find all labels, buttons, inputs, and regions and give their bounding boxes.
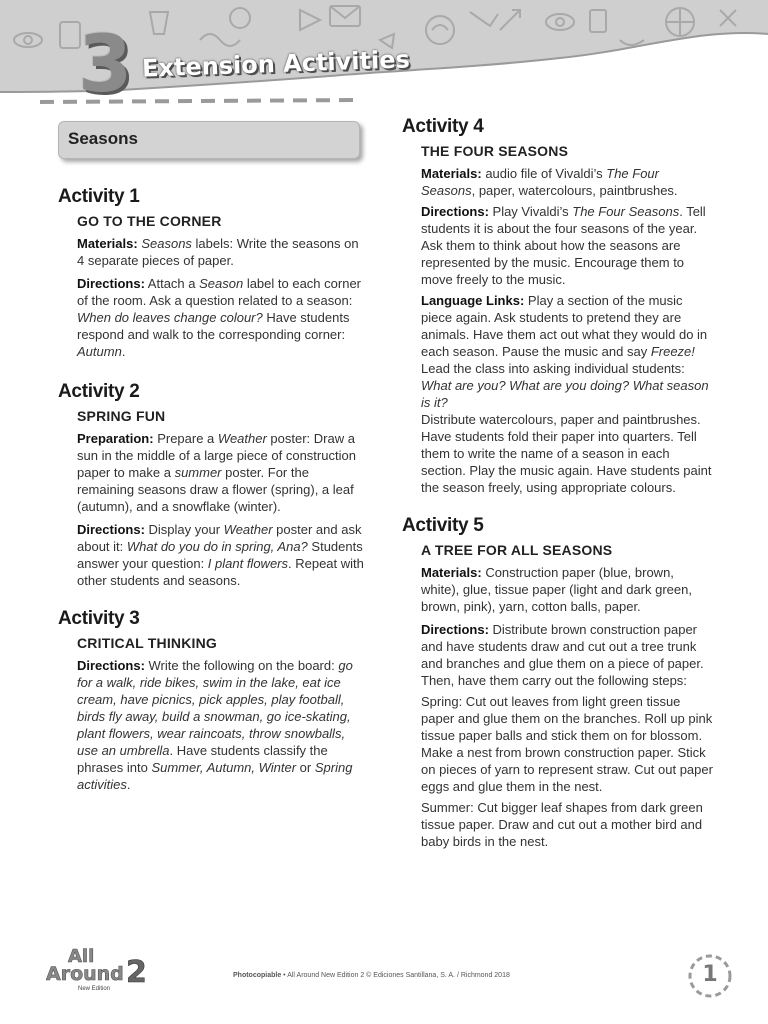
svg-text:All: All xyxy=(68,946,95,967)
activity-2-directions: Directions: Display your Weather poster and ask about it: What do you do in spring, Ana? Students answer your question: I plant flowers. Repeat with other students and seasons. xyxy=(77,522,364,588)
section-heading: Seasons xyxy=(68,129,138,148)
activity-4-subtitle: THE FOUR SEASONS xyxy=(421,143,569,159)
svg-text:2: 2 xyxy=(126,955,147,990)
activity-1-subtitle: GO TO THE CORNER xyxy=(77,213,222,229)
activity-5-spring-step: Spring: Cut out leaves from light green tissue paper and glue them on the branches. Roll up pink tissue paper balls and stick them on for blossom. Make a nest from brown construction paper. Stick on pieces of yarn to represent straw. Cut out paper eggs and glue them in the nest. xyxy=(421,694,713,794)
activity-4-materials: Materials: audio file of Vivaldi’s The Four Seasons, paper, watercolours, paintbrushes. xyxy=(421,166,678,198)
svg-text:Around: Around xyxy=(46,963,124,985)
all-around-logo xyxy=(46,942,156,992)
page-number: 1 xyxy=(702,962,718,987)
activity-2-preparation: Preparation: Prepare a Weather poster: Draw a sun in the middle of a large piece of construction paper to make a summer poster. For the remaining seasons draw a flower (spring), a leaf (autumn), and a snowflake (winter). xyxy=(77,431,356,514)
activity-5-materials: Materials: Construction paper (blue, brown, white), glue, tissue paper (light and dark green, brown, pink), yarn, cotton balls, paper. xyxy=(421,565,692,614)
activity-5-subtitle: A TREE FOR ALL SEASONS xyxy=(421,542,613,558)
activity-4-painting-steps: Distribute watercolours, paper and paintbrushes. Have students fold their paper into quarters. Tell them to write the name of a season in each section. Play the music again. Have students paint the season freely, using appropriate colours. xyxy=(421,412,712,495)
activity-4-title: Activity 4 xyxy=(402,116,484,137)
right-column xyxy=(402,116,714,850)
activity-4-directions: Directions: Play Vivaldi’s The Four Seasons. Tell students it is about the four seasons of the year. Ask them to think about how the seasons are represented by the music. Encourage them to move freely to the music. xyxy=(421,204,706,287)
left-column xyxy=(58,112,368,793)
activity-1-title: Activity 1 xyxy=(58,186,140,207)
copyright-line: Photocopiable • All Around New Edition 2 © Ediciones Santillana, S. A. / Richmond 2018 xyxy=(233,972,510,979)
activity-5-directions: Directions: Distribute brown construction paper and have students draw and cut out a tree trunk and branches and glue them on a piece of paper. Then, have them carry out the following steps: xyxy=(421,622,704,688)
page-header xyxy=(0,0,768,110)
page-number-badge xyxy=(686,952,734,1000)
activity-3-title: Activity 3 xyxy=(58,608,140,629)
activity-4-language-links: Language Links: Play a section of the music piece again. Ask students to pretend they are animals. Have them act out what they would do in each season. Pause the music and say Freeze! Lead the class into asking individual students: What are you? What are you doing? What season is it? xyxy=(421,293,709,410)
chapter-number: 3 xyxy=(78,20,131,110)
activity-3-directions: Directions: Write the following on the board: go for a walk, ride bikes, swim in the lake, eat ice cream, have picnics, pick apples, play football, birds fly away, build a snowman, go ice-skating, plant flowers, wear raincoats, throw snowballs, use an umbrella. Have students classify the phrases into Summer, Autumn, Winter or Spring activities. xyxy=(77,658,353,792)
svg-text:New Edition: New Edition xyxy=(78,986,111,992)
activity-1-materials: Materials: Seasons labels: Write the seasons on 4 separate pieces of paper. xyxy=(77,236,359,268)
page-title: Extension Activities xyxy=(141,45,411,83)
activity-2-subtitle: SPRING FUN xyxy=(77,408,166,424)
activity-2-title: Activity 2 xyxy=(58,381,140,402)
section-heading-box xyxy=(58,121,360,159)
activity-5-title: Activity 5 xyxy=(402,515,484,536)
activity-5-summer-step: Summer: Cut bigger leaf shapes from dark green tissue paper. Draw and cut out a mother bird and baby birds in the nest. xyxy=(421,800,703,849)
activity-1-directions: Directions: Attach a Season label to each corner of the room. Ask a question related to a season: When do leaves change colour? Have students respond and walk to the corresponding corner: Autumn. xyxy=(77,276,361,359)
activity-3-subtitle: CRITICAL THINKING xyxy=(77,635,218,651)
